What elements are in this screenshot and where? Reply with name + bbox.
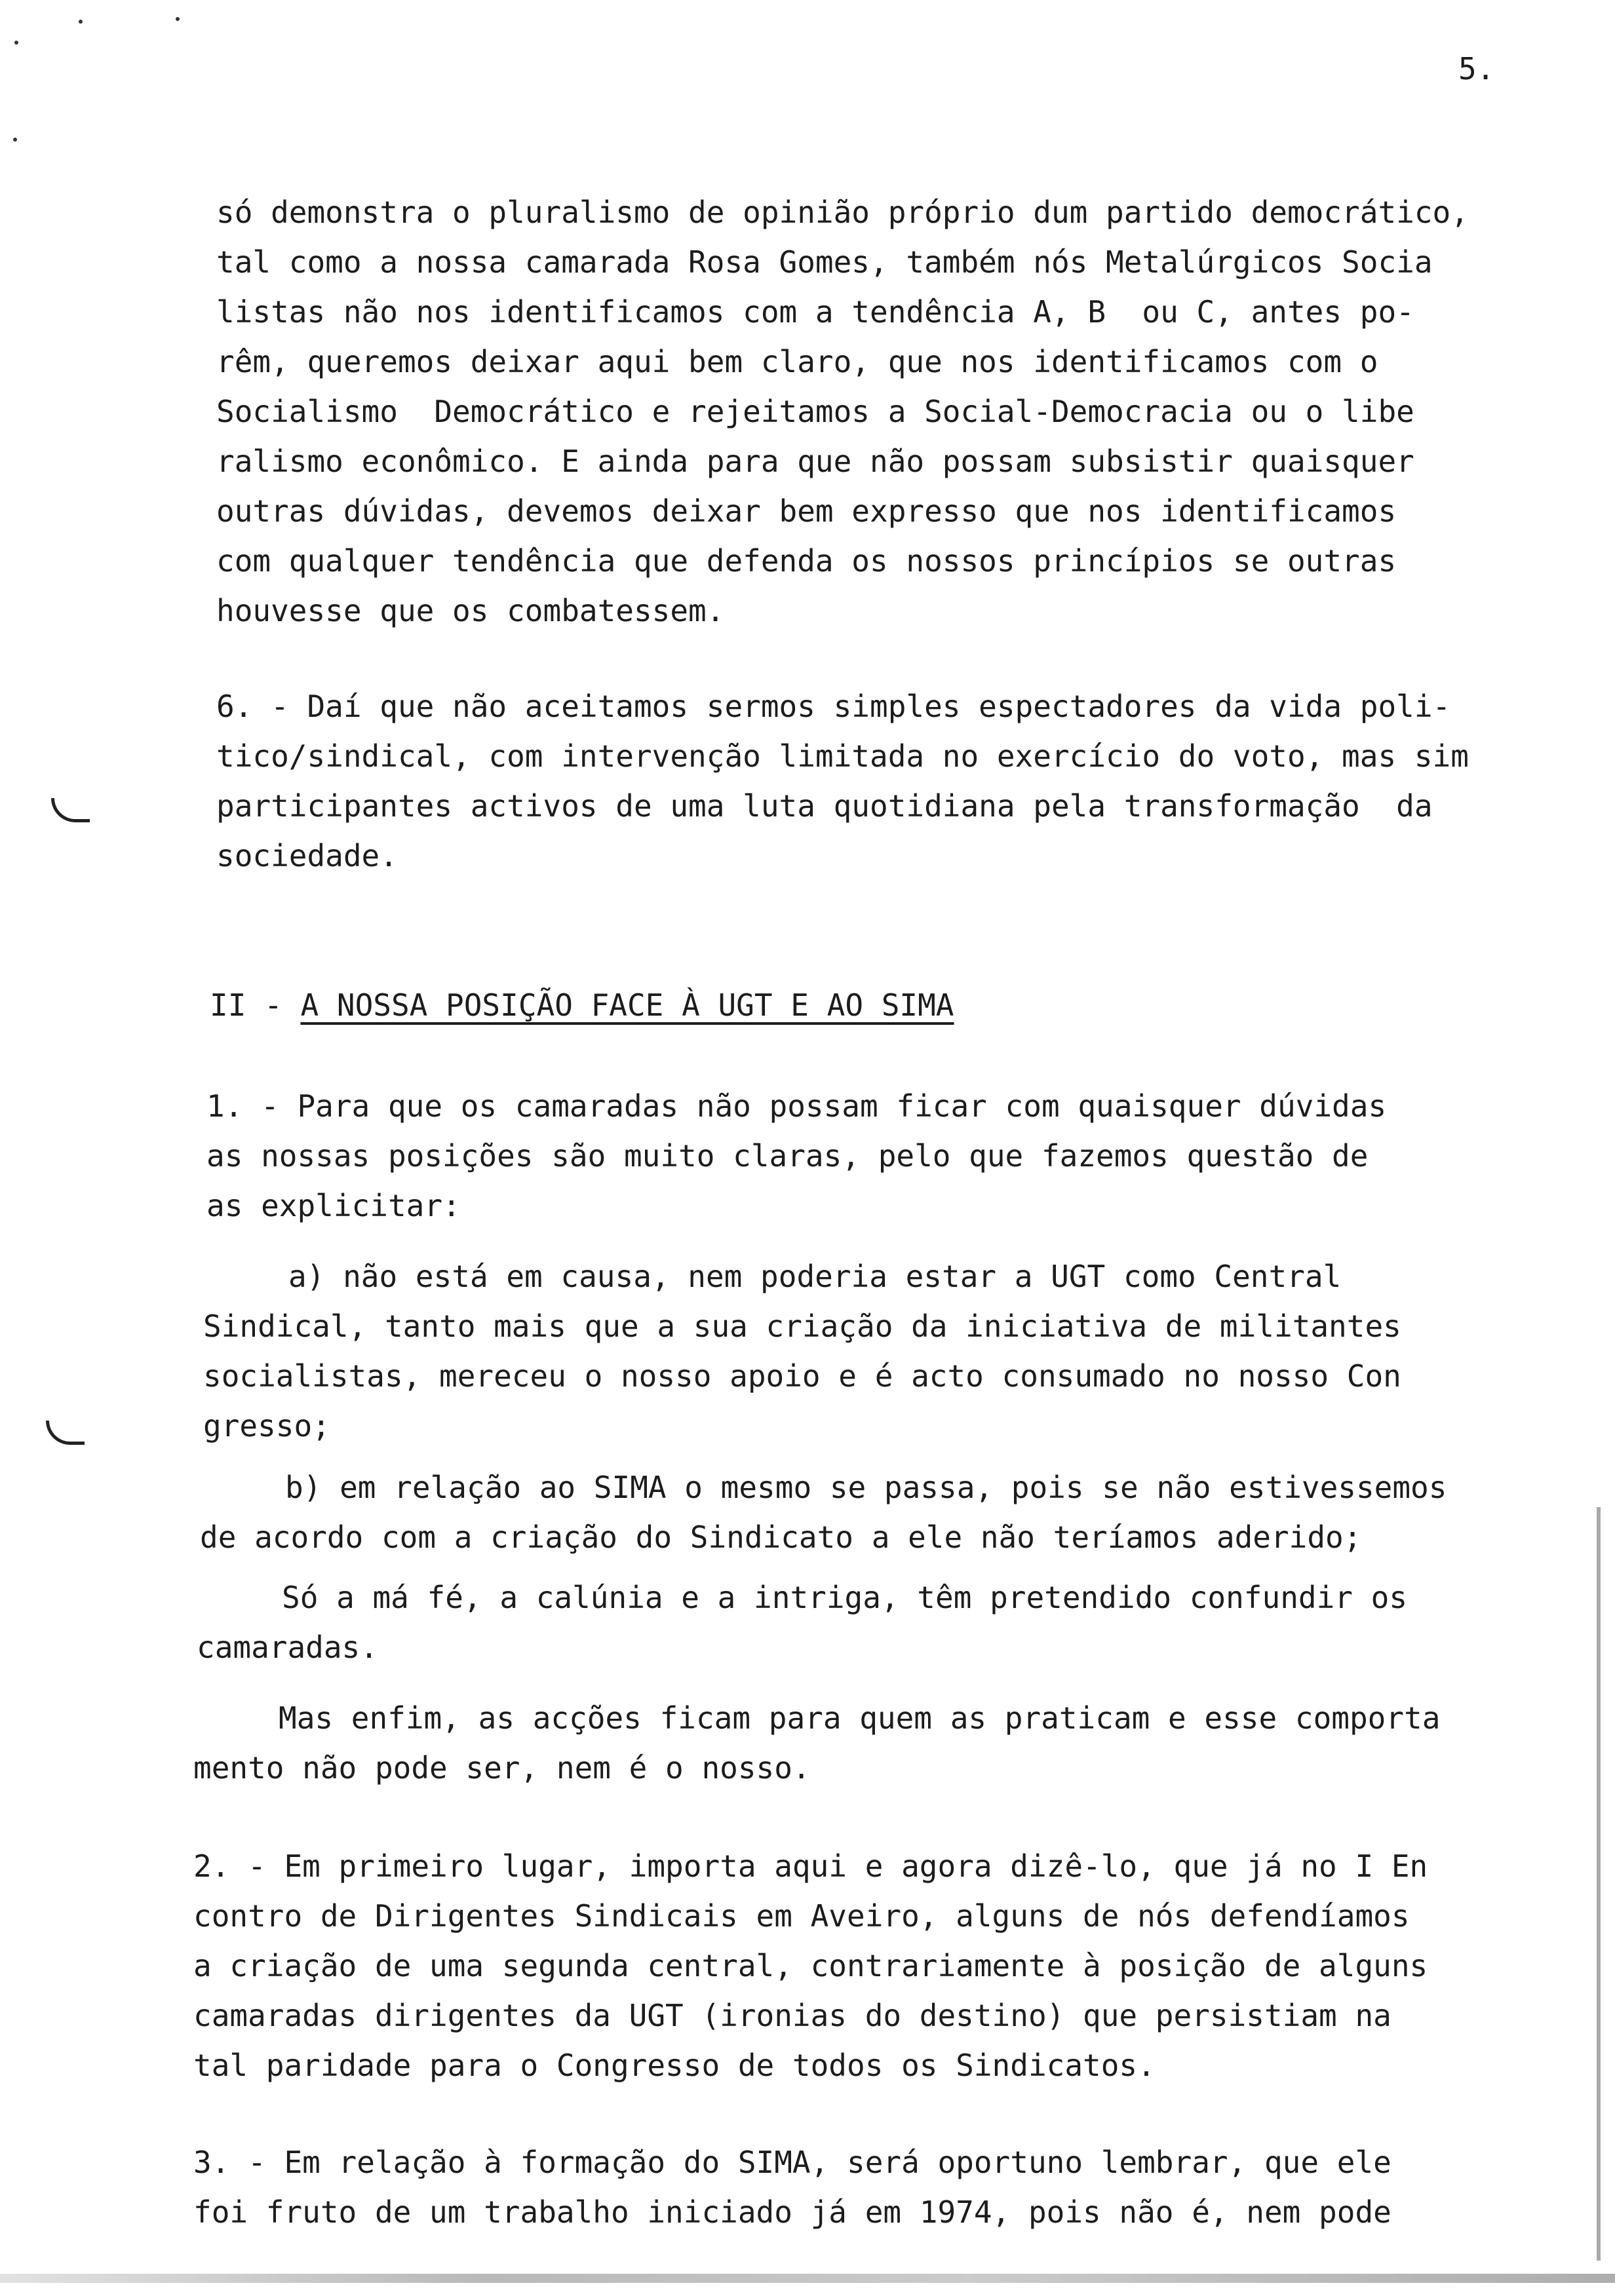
text-line: gresso; (203, 1408, 330, 1444)
scan-speck (13, 138, 17, 142)
scan-speck (79, 20, 83, 24)
text-line: tal como a nossa camarada Rosa Gomes, também nós Metalúrgicos Socia (216, 244, 1433, 280)
text-line: camaradas dirigentes da UGT (ironias do destino) que persistiam na (193, 1998, 1391, 2033)
scan-speck (14, 41, 18, 45)
text-line: outras dúvidas, devemos deixar bem expresso que nos identificamos (216, 493, 1397, 529)
section-heading-prefix: II - (210, 987, 301, 1023)
text-line: participantes activos de uma luta quotidiana pela transformação da (216, 788, 1433, 824)
scan-right-edge (1597, 1507, 1601, 2261)
text-line: foi fruto de um trabalho iniciado já em 1974, pois não é, nem pode (193, 2194, 1391, 2230)
paragraph-c (197, 1573, 1547, 1672)
text-line: Socialismo Democrático e rejeitamos a Social-Democracia ou o libe (216, 394, 1414, 429)
paragraph-a (203, 1252, 1553, 1451)
punch-hole-mark (46, 1421, 85, 1445)
scan-speck (176, 17, 180, 21)
paragraph-intro (216, 187, 1566, 636)
scan-bottom-edge (0, 2274, 1615, 2283)
paragraph-d (193, 1693, 1544, 1793)
text-line: mento não pode ser, nem é o nosso. (193, 1750, 811, 1786)
paragraph-2 (193, 1841, 1544, 2090)
text-line: tico/sindical, com intervenção limitada no exercício do voto, mas sim (216, 738, 1469, 774)
text-line: Só a má fé, a calúnia e a intriga, têm pretendido confundir os (282, 1580, 1408, 1615)
page-number: 5. (1458, 51, 1495, 86)
text-line: só demonstra o pluralismo de opinião próprio dum partido democrático, (216, 195, 1469, 230)
text-line: tal paridade para o Congresso de todos os Sindicatos. (193, 2048, 1156, 2083)
text-line: as nossas posições são muito claras, pelo que fazemos questão de (206, 1138, 1369, 1174)
punch-hole-mark (51, 798, 90, 822)
text-line: Mas enfim, as acções ficam para quem as praticam e esse comporta (279, 1700, 1441, 1736)
text-line: a criação de uma segunda central, contrariamente à posição de alguns (193, 1948, 1428, 1983)
text-line: 2. - Em primeiro lugar, importa aqui e agora dizê-lo, que já no I En (193, 1848, 1428, 1884)
text-line: as explicitar: (206, 1188, 461, 1223)
text-line: socialistas, mereceu o nosso apoio e é acto consumado no nosso Con (203, 1358, 1401, 1394)
text-line: de acordo com a criação do Sindicato a ele não teríamos aderido; (200, 1520, 1362, 1555)
text-line: Sindical, tanto mais que a sua criação da iniciativa de militantes (203, 1309, 1401, 1344)
text-line: 1. - Para que os camaradas não possam ficar com quaisquer dúvidas (206, 1088, 1387, 1124)
text-line: houvesse que os combatessem. (216, 593, 725, 628)
section-heading-title: A NOSSA POSIÇÃO FACE À UGT E AO SIMA (300, 987, 954, 1023)
text-line: sociedade. (216, 838, 398, 873)
text-line: a) não está em causa, nem poderia estar a UGT como Central (288, 1259, 1342, 1294)
text-line: rêm, queremos deixar aqui bem claro, que nos identificamos com o (216, 344, 1378, 379)
section-heading (210, 980, 1560, 1030)
paragraph-b (200, 1463, 1550, 1562)
text-line: contro de Dirigentes Sindicais em Aveiro, alguns de nós defendíamos (193, 1898, 1410, 1934)
paragraph-3 (193, 2137, 1544, 2237)
text-line: listas não nos identificamos com a tendência A, B ou C, antes po- (216, 294, 1414, 330)
text-line: camaradas. (197, 1630, 378, 1665)
text-line: ralismo econômico. E ainda para que não possam subsistir quaisquer (216, 444, 1414, 479)
paragraph-6 (216, 681, 1566, 881)
text-line: 6. - Daí que não aceitamos sermos simples espectadores da vida poli- (216, 689, 1451, 724)
text-line: b) em relação ao SIMA o mesmo se passa, pois se não estivessemos (285, 1470, 1447, 1505)
text-line: 3. - Em relação à formação do SIMA, será oportuno lembrar, que ele (193, 2145, 1391, 2180)
text-line: com qualquer tendência que defenda os nossos princípios se outras (216, 543, 1397, 579)
paragraph-1 (206, 1081, 1557, 1231)
